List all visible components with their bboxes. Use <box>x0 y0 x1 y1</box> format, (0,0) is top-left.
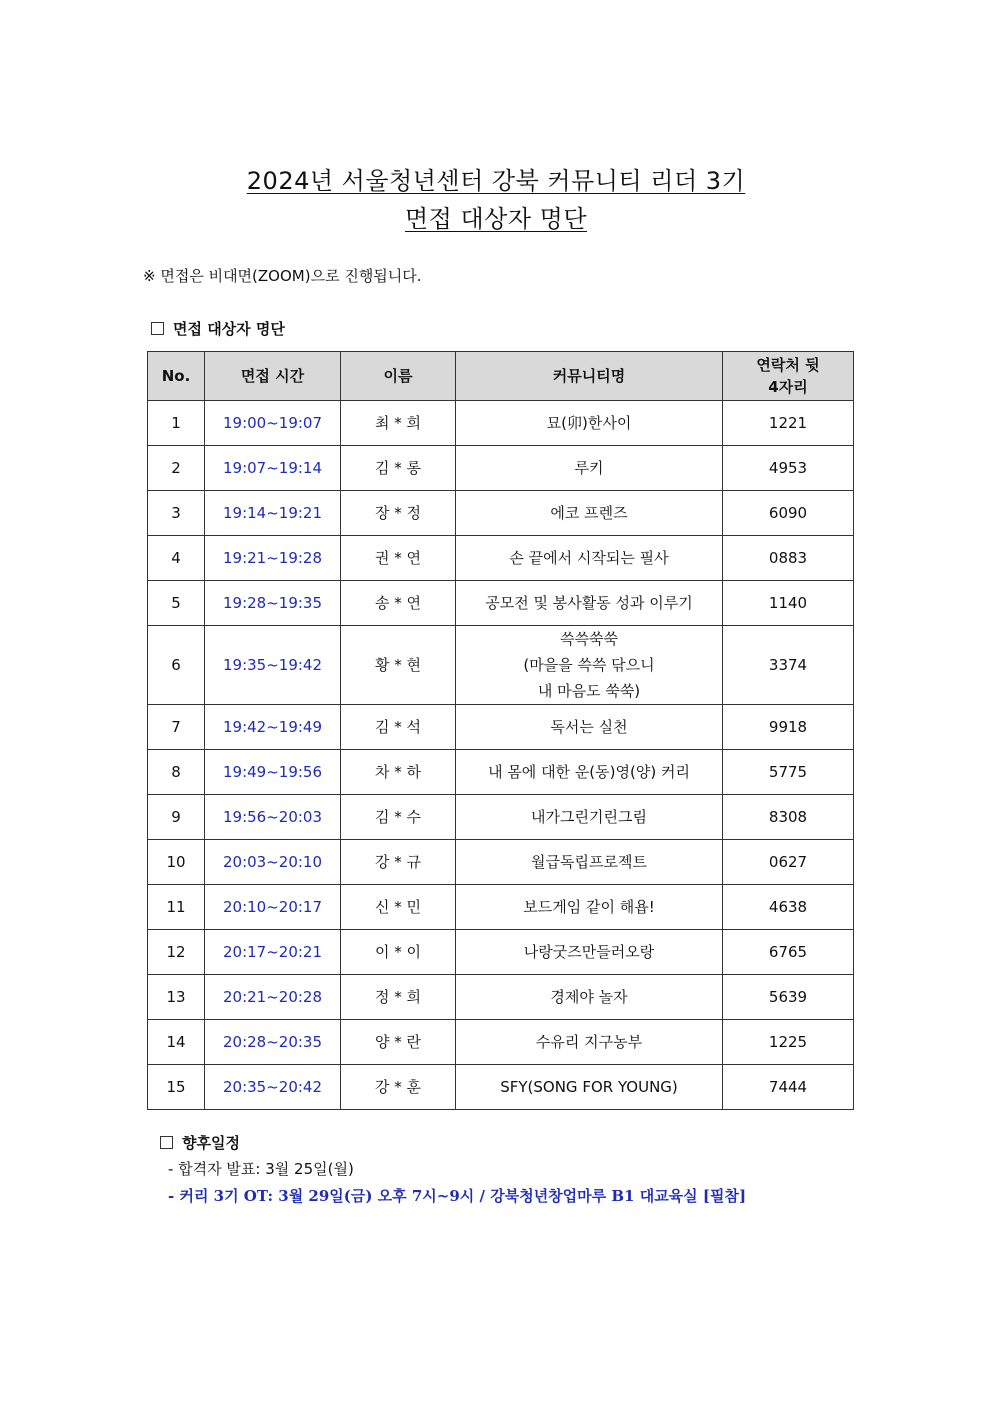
cell-contact: 8308 <box>723 795 854 840</box>
cell-time: 19:14~19:21 <box>205 491 341 536</box>
cell-no: 14 <box>148 1020 205 1065</box>
header-no: No. <box>148 352 205 401</box>
table-row <box>148 930 854 975</box>
cell-contact: 6765 <box>723 930 854 975</box>
header-name: 이름 <box>341 352 456 401</box>
cell-time: 19:49~19:56 <box>205 750 341 795</box>
header-contact: 연락처 뒷 4자리 <box>723 352 854 401</box>
cell-community: 내가그린기린그림 <box>456 795 723 840</box>
cell-name: 김 * 롱 <box>341 446 456 491</box>
cell-time: 20:10~20:17 <box>205 885 341 930</box>
cell-no: 11 <box>148 885 205 930</box>
cell-community: 묘(卯)한사이 <box>456 401 723 446</box>
cell-name: 강 * 규 <box>341 840 456 885</box>
cell-time: 19:00~19:07 <box>205 401 341 446</box>
cell-time: 20:03~20:10 <box>205 840 341 885</box>
section-label: 면접 대상자 명단 <box>173 320 285 338</box>
cell-contact: 3374 <box>723 626 854 705</box>
checkbox-square-icon <box>160 1136 173 1149</box>
table-header-row <box>148 352 854 401</box>
interviewee-table <box>147 351 854 1110</box>
cell-community: 공모전 및 봉사활동 성과 이루기 <box>456 581 723 626</box>
checkbox-square-icon <box>151 322 164 335</box>
cell-contact: 1221 <box>723 401 854 446</box>
cell-contact: 5775 <box>723 750 854 795</box>
cell-name: 정 * 희 <box>341 975 456 1020</box>
cell-name: 강 * 훈 <box>341 1065 456 1110</box>
cell-time: 20:28~20:35 <box>205 1020 341 1065</box>
table-row <box>148 1020 854 1065</box>
document-subtitle: 면접 대상자 명단 <box>404 205 588 233</box>
cell-name: 차 * 하 <box>341 750 456 795</box>
cell-contact: 6090 <box>723 491 854 536</box>
cell-no: 9 <box>148 795 205 840</box>
cell-no: 7 <box>148 705 205 750</box>
cell-name: 김 * 석 <box>341 705 456 750</box>
table-row <box>148 1065 854 1110</box>
interview-note: ※ 면접은 비대면(ZOOM)으로 진행됩니다. <box>143 267 422 285</box>
cell-community: 내 몸에 대한 운(동)영(양) 커리 <box>456 750 723 795</box>
cell-no: 13 <box>148 975 205 1020</box>
header-time: 면접 시간 <box>205 352 341 401</box>
table-row <box>148 975 854 1020</box>
cell-name: 황 * 현 <box>341 626 456 705</box>
schedule-item-announcement: - 합격자 발표: 3월 25일(월) <box>168 1160 354 1178</box>
cell-name: 최 * 희 <box>341 401 456 446</box>
cell-no: 4 <box>148 536 205 581</box>
cell-community: 월급독립프로젝트 <box>456 840 723 885</box>
cell-time: 19:56~20:03 <box>205 795 341 840</box>
table-row <box>148 626 854 705</box>
cell-name: 이 * 이 <box>341 930 456 975</box>
cell-no: 8 <box>148 750 205 795</box>
schedule-item-orientation: - 커리 3기 OT: 3월 29일(금) 오후 7시~9시 / 강북청년창업마루 B1 대교육실 [필참] <box>168 1187 747 1205</box>
table-row <box>148 705 854 750</box>
header-community: 커뮤니티명 <box>456 352 723 401</box>
cell-community: 에코 프렌즈 <box>456 491 723 536</box>
cell-community: 보드게임 같이 해욥! <box>456 885 723 930</box>
cell-time: 20:21~20:28 <box>205 975 341 1020</box>
cell-no: 12 <box>148 930 205 975</box>
cell-contact: 0627 <box>723 840 854 885</box>
cell-community: SFY(SONG FOR YOUNG) <box>456 1065 723 1110</box>
cell-time: 19:21~19:28 <box>205 536 341 581</box>
table-row <box>148 840 854 885</box>
cell-community: 루키 <box>456 446 723 491</box>
cell-community: 경제야 놀자 <box>456 975 723 1020</box>
cell-contact: 4638 <box>723 885 854 930</box>
table-row <box>148 581 854 626</box>
table-row <box>148 795 854 840</box>
cell-contact: 4953 <box>723 446 854 491</box>
cell-no: 10 <box>148 840 205 885</box>
cell-name: 김 * 수 <box>341 795 456 840</box>
cell-contact: 0883 <box>723 536 854 581</box>
document-title: 2024년 서울청년센터 강북 커뮤니티 리더 3기 <box>246 167 746 195</box>
cell-community: 손 끝에서 시작되는 필사 <box>456 536 723 581</box>
section-upcoming-schedule <box>160 1132 240 1153</box>
table-row <box>148 885 854 930</box>
cell-contact: 9918 <box>723 705 854 750</box>
table-row <box>148 446 854 491</box>
section-interviewee-list <box>151 318 285 339</box>
cell-community: 독서는 실천 <box>456 705 723 750</box>
cell-time: 20:35~20:42 <box>205 1065 341 1110</box>
cell-contact: 1140 <box>723 581 854 626</box>
cell-time: 19:28~19:35 <box>205 581 341 626</box>
cell-contact: 1225 <box>723 1020 854 1065</box>
cell-name: 양 * 란 <box>341 1020 456 1065</box>
cell-time: 19:07~19:14 <box>205 446 341 491</box>
cell-name: 신 * 민 <box>341 885 456 930</box>
cell-no: 2 <box>148 446 205 491</box>
cell-no: 5 <box>148 581 205 626</box>
cell-no: 3 <box>148 491 205 536</box>
cell-community: 수유리 지구농부 <box>456 1020 723 1065</box>
cell-community: 나랑굿즈만들러오랑 <box>456 930 723 975</box>
cell-name: 송 * 연 <box>341 581 456 626</box>
table-row <box>148 750 854 795</box>
table-row <box>148 401 854 446</box>
cell-contact: 5639 <box>723 975 854 1020</box>
cell-name: 권 * 연 <box>341 536 456 581</box>
section-label: 향후일정 <box>182 1134 240 1152</box>
cell-time: 19:35~19:42 <box>205 626 341 705</box>
cell-community: 쓱쓱쑥쑥 (마을을 쓱쓱 닦으니 내 마음도 쑥쑥) <box>456 626 723 705</box>
cell-time: 19:42~19:49 <box>205 705 341 750</box>
table-row <box>148 491 854 536</box>
cell-no: 1 <box>148 401 205 446</box>
cell-name: 장 * 정 <box>341 491 456 536</box>
cell-no: 6 <box>148 626 205 705</box>
cell-contact: 7444 <box>723 1065 854 1110</box>
cell-no: 15 <box>148 1065 205 1110</box>
table-row <box>148 536 854 581</box>
cell-time: 20:17~20:21 <box>205 930 341 975</box>
